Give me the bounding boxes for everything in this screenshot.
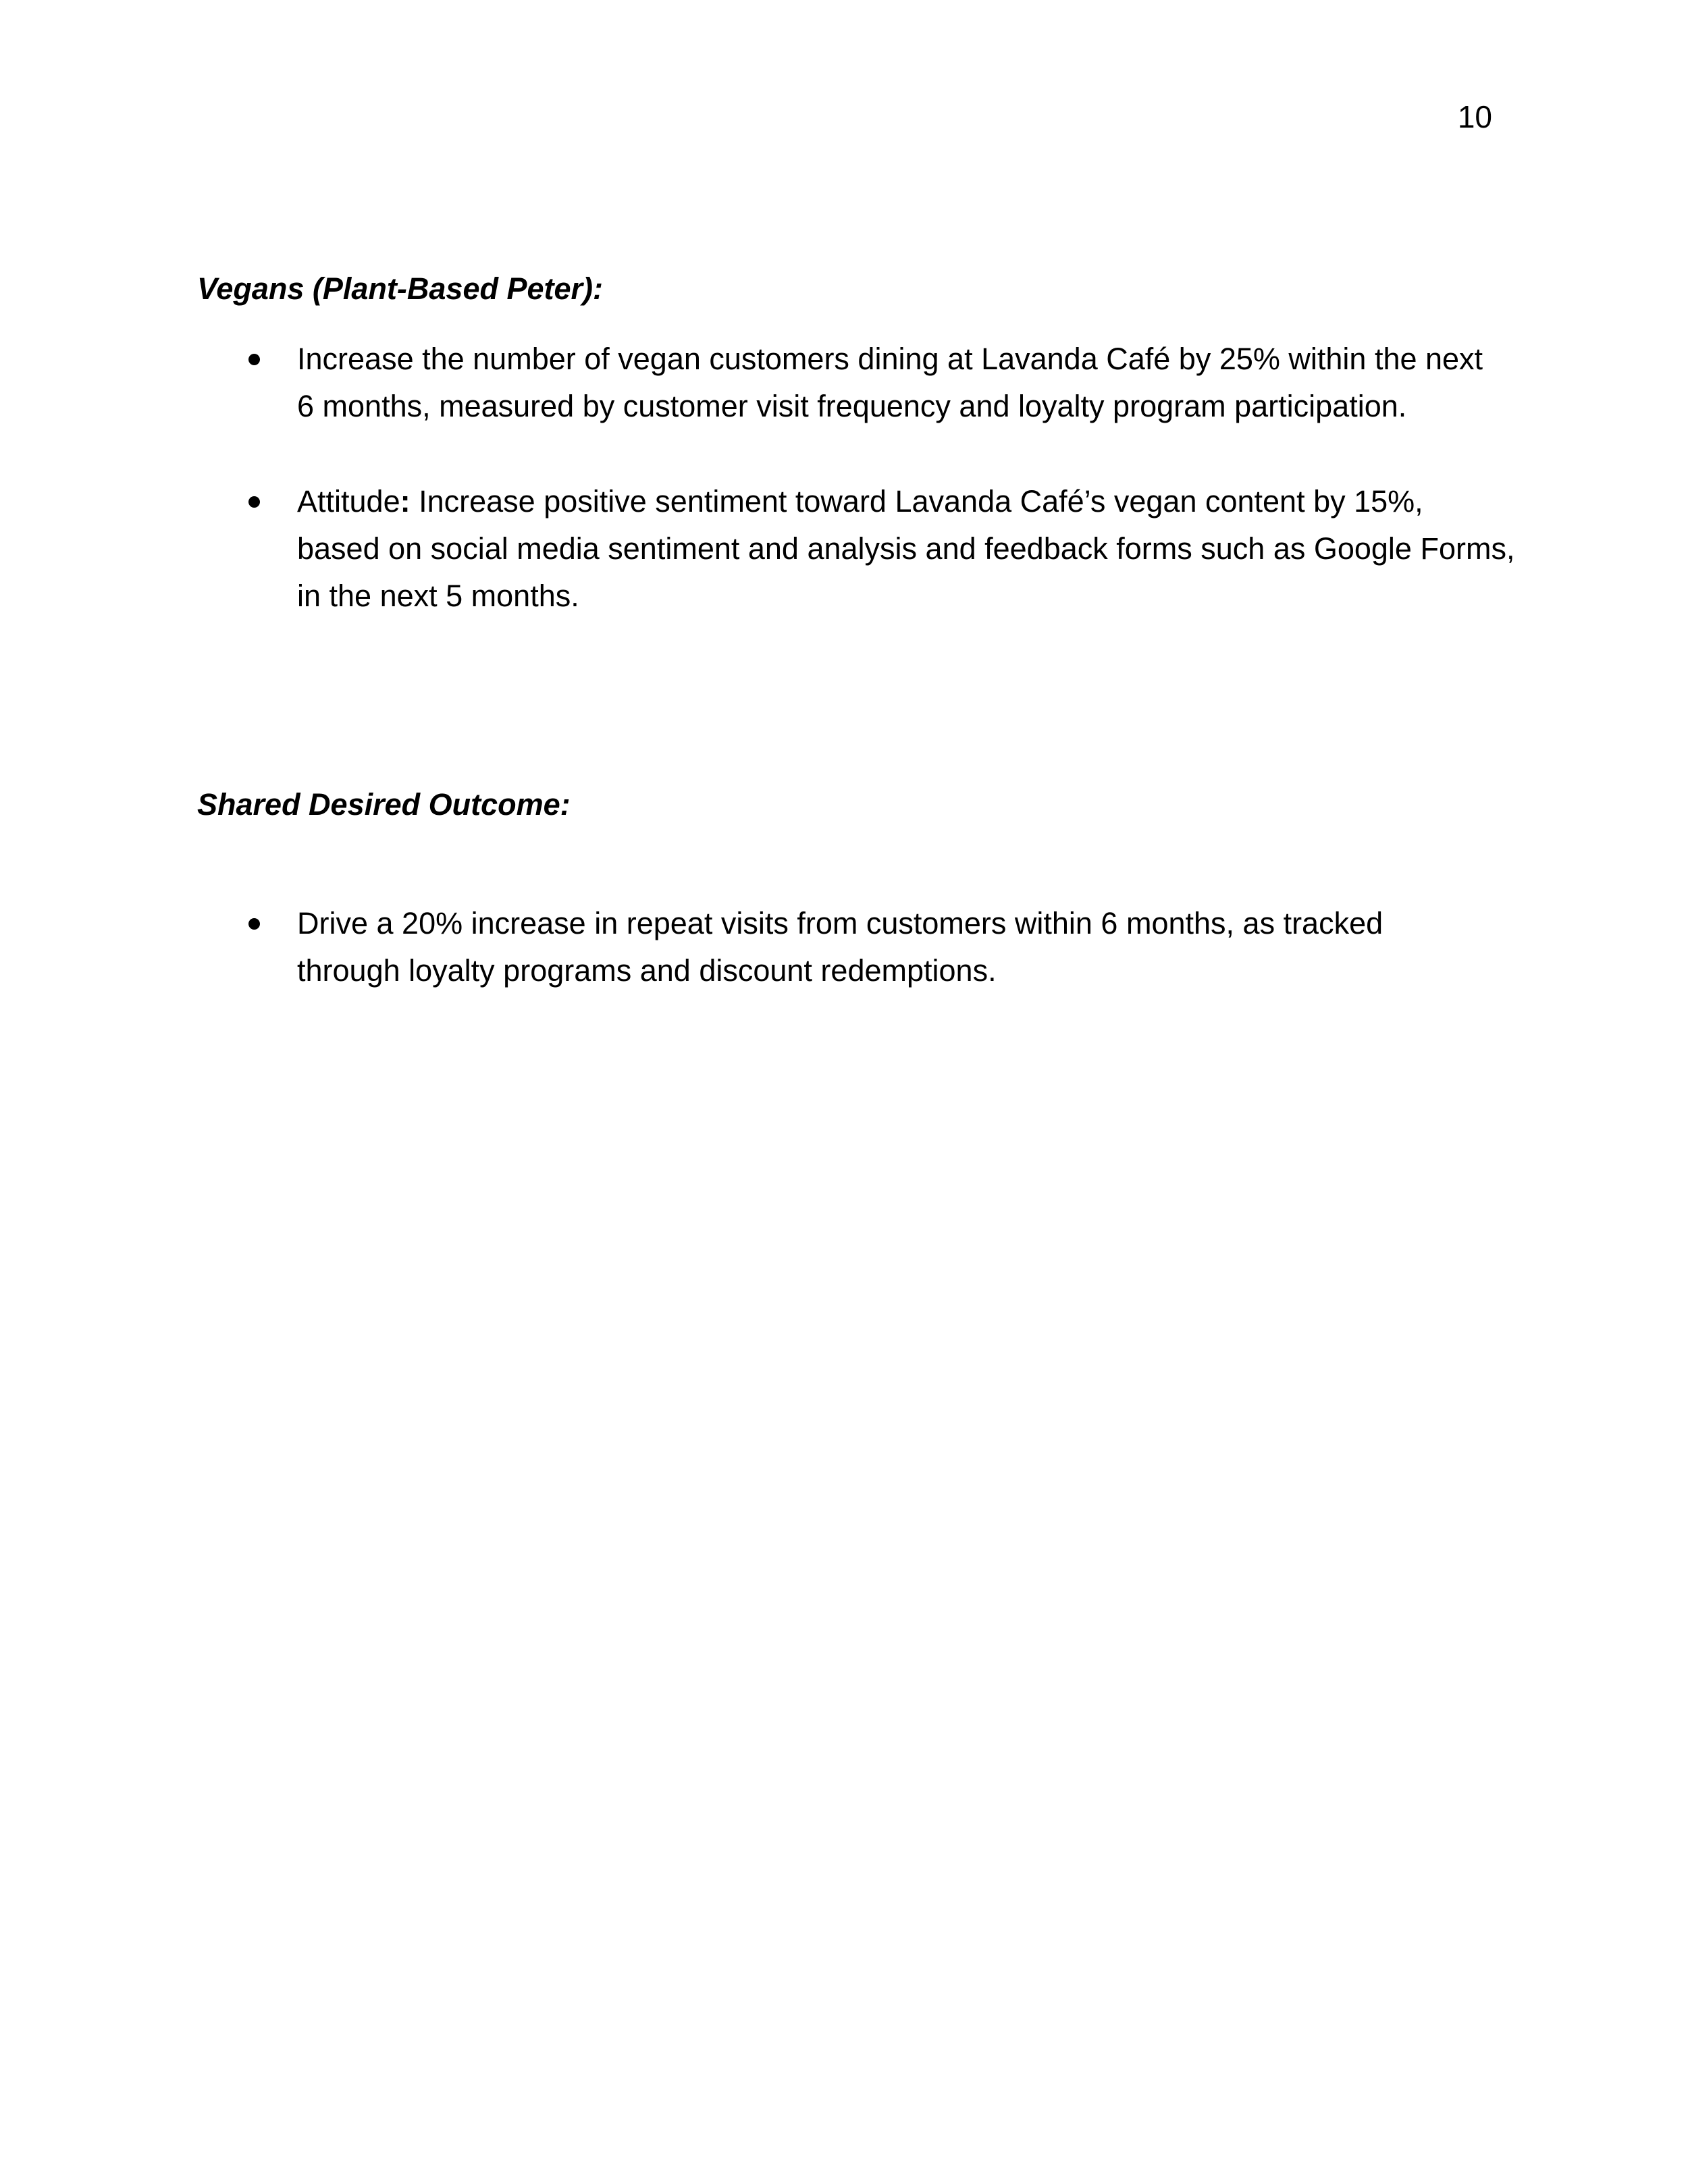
attitude-objectives-list [197,478,1515,620]
list-item [197,900,1494,994]
section-heading-vegans: Vegans (Plant-Based Peter): [197,271,603,306]
section-heading-shared-outcome: Shared Desired Outcome: [197,787,571,822]
bullet-text-line: through loyalty programs and discount redemptions. [297,953,997,988]
vegan-objectives-list [197,336,1494,430]
attitude-label: Attitude [297,484,400,518]
bullet-icon [248,496,260,508]
bullet-text-line: in the next 5 months. [297,579,579,613]
bullet-icon [248,918,260,930]
shared-outcome-list [197,900,1494,994]
bullet-text-line [297,478,1494,525]
bullet-text-line: Drive a 20% increase in repeat visits from customers within 6 months, as tracked [297,906,1383,940]
bullet-text-line: based on social media sentiment and analysis and feedback forms such as Google Forms, [297,531,1515,566]
bullet-icon [248,354,260,365]
bullet-text-line: Increase the number of vegan customers dining at Lavanda Café by 25% within the next [297,342,1483,376]
list-item [197,478,1515,620]
attitude-label-colon: : [400,484,411,518]
attitude-text: Increase positive sentiment toward Lavanda Café’s vegan content by 15%, [410,484,1423,518]
bullet-text-line: 6 months, measured by customer visit frequency and loyalty program participation. [297,389,1407,423]
page-number: 10 [1457,99,1492,134]
list-item [197,336,1494,430]
